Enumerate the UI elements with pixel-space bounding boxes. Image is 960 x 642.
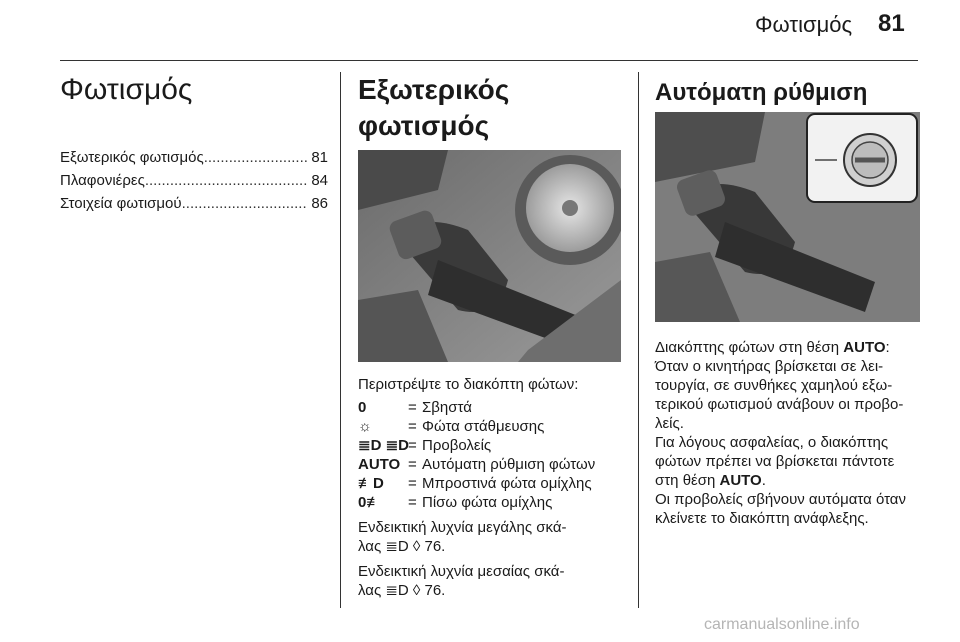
toc-entry[interactable]: [60, 169, 328, 192]
high-beam-note: [358, 518, 620, 556]
auto-symbol: AUTO: [358, 456, 401, 473]
toc-entry-page: 84: [311, 172, 328, 189]
legend-label: Φώτα στάθμευσης: [422, 418, 545, 435]
column-divider-1: [340, 72, 341, 608]
legend-row: [358, 417, 628, 436]
legend-equals: =: [408, 418, 417, 435]
toc-leader: [182, 192, 309, 215]
watermark: carmanualsonline.info: [704, 616, 860, 633]
text-span: .: [761, 472, 766, 489]
legend-label: Μπροστινά φώτα ομίχλης: [422, 475, 592, 492]
auto-paragraph-line1: [655, 338, 921, 357]
safety-paragraph: [655, 433, 921, 490]
text-span: Διακόπτης φώτων στη θέση: [655, 339, 844, 356]
safety-line3: [655, 471, 921, 490]
low-beam-note: [358, 562, 620, 600]
toc-leader: [204, 146, 309, 169]
table-of-contents: [60, 146, 328, 215]
chapter-column: [60, 72, 328, 215]
auto-position-paragraph: [655, 338, 921, 433]
ignition-line2: κλείνετε το διακόπτη ανάφλεξης.: [655, 510, 869, 527]
rear-fog-light-icon: 0≢: [358, 494, 382, 511]
auto-paragraph-line4: τερικού φωτισμού ανάβουν οι προβο-: [655, 396, 904, 413]
column-divider-2: [638, 72, 639, 608]
legend-equals: =: [408, 456, 417, 473]
legend-equals: =: [408, 437, 417, 454]
toc-entry[interactable]: [60, 192, 328, 215]
legend-label: Σβηστά: [422, 399, 472, 416]
header-rule: [60, 60, 918, 61]
auto-lights-title: Αυτόματη ρύθμιση: [655, 79, 868, 106]
legend-row: [358, 474, 628, 493]
toc-entry-title: Στοιχεία φωτισμού: [60, 195, 182, 212]
running-header-title: Φωτισμός: [755, 12, 853, 37]
parking-lights-icon: ☼: [358, 418, 372, 435]
legend-row: [358, 398, 628, 417]
section-title: Εξωτερικός φωτισμός: [358, 74, 510, 141]
auto-label: AUTO: [843, 339, 886, 356]
auto-paragraph-line3: τουργία, σε συνθήκες χαμηλού εξω-: [655, 377, 893, 394]
page-number: 81: [878, 10, 905, 37]
toc-entry-title: Πλαφονιέρες: [60, 172, 145, 189]
auto-switch-photo: [655, 112, 920, 322]
legend-label: Αυτόματη ρύθμιση φώτων: [422, 456, 596, 473]
auto-label: AUTO: [719, 472, 762, 489]
toc-entry-page: 86: [311, 195, 328, 212]
safety-line1: Για λόγους ασφαλείας, ο διακόπτης: [655, 434, 889, 451]
high-beam-note-line2[interactable]: λας ≣D ◊ 76.: [358, 538, 446, 555]
high-beam-note-line1: Ενδεικτική λυχνία μεγάλης σκά-: [358, 519, 567, 536]
toc-entry[interactable]: [60, 146, 328, 169]
off-symbol: 0: [358, 399, 367, 416]
legend-label: Προβολείς: [422, 437, 492, 454]
auto-paragraph-line2: Όταν ο κινητήρας βρίσκεται σε λει-: [655, 358, 884, 375]
ignition-line1: Οι προβολείς σβήνουν αυτόματα όταν: [655, 491, 906, 508]
text-span: στη θέση: [655, 472, 720, 489]
legend-row: [358, 436, 628, 455]
toc-entry-page: 81: [311, 149, 328, 166]
instruction-text: Περιστρέψτε το διακόπτη φώτων:: [358, 376, 579, 393]
legend-equals: =: [408, 494, 417, 511]
chapter-title: Φωτισμός: [60, 73, 193, 106]
legend-equals: =: [408, 399, 417, 416]
safety-line2: φώτων πρέπει να βρίσκεται πάντοτε: [655, 453, 895, 470]
auto-switch-illustration: [655, 112, 920, 322]
ignition-paragraph: [655, 490, 921, 528]
switch-positions-legend: [358, 398, 628, 512]
legend-label: Πίσω φώτα ομίχλης: [422, 494, 553, 511]
front-fog-light-icon: ≢D: [358, 475, 384, 492]
light-switch-illustration: [358, 150, 621, 362]
low-beam-note-line2[interactable]: λας ≣D ◊ 76.: [358, 582, 446, 599]
toc-leader: [145, 169, 308, 192]
legend-row: [358, 493, 628, 512]
legend-row: [358, 455, 628, 474]
headlights-icon: ≣D ≣D: [358, 437, 409, 454]
text-span: :: [885, 339, 890, 356]
light-switch-photo: [358, 150, 621, 362]
low-beam-note-line1: Ενδεικτική λυχνία μεσαίας σκά-: [358, 563, 565, 580]
toc-entry-title: Εξωτερικός φωτισμός: [60, 149, 204, 166]
auto-paragraph-line5: λείς.: [655, 415, 684, 432]
legend-equals: =: [408, 475, 417, 492]
